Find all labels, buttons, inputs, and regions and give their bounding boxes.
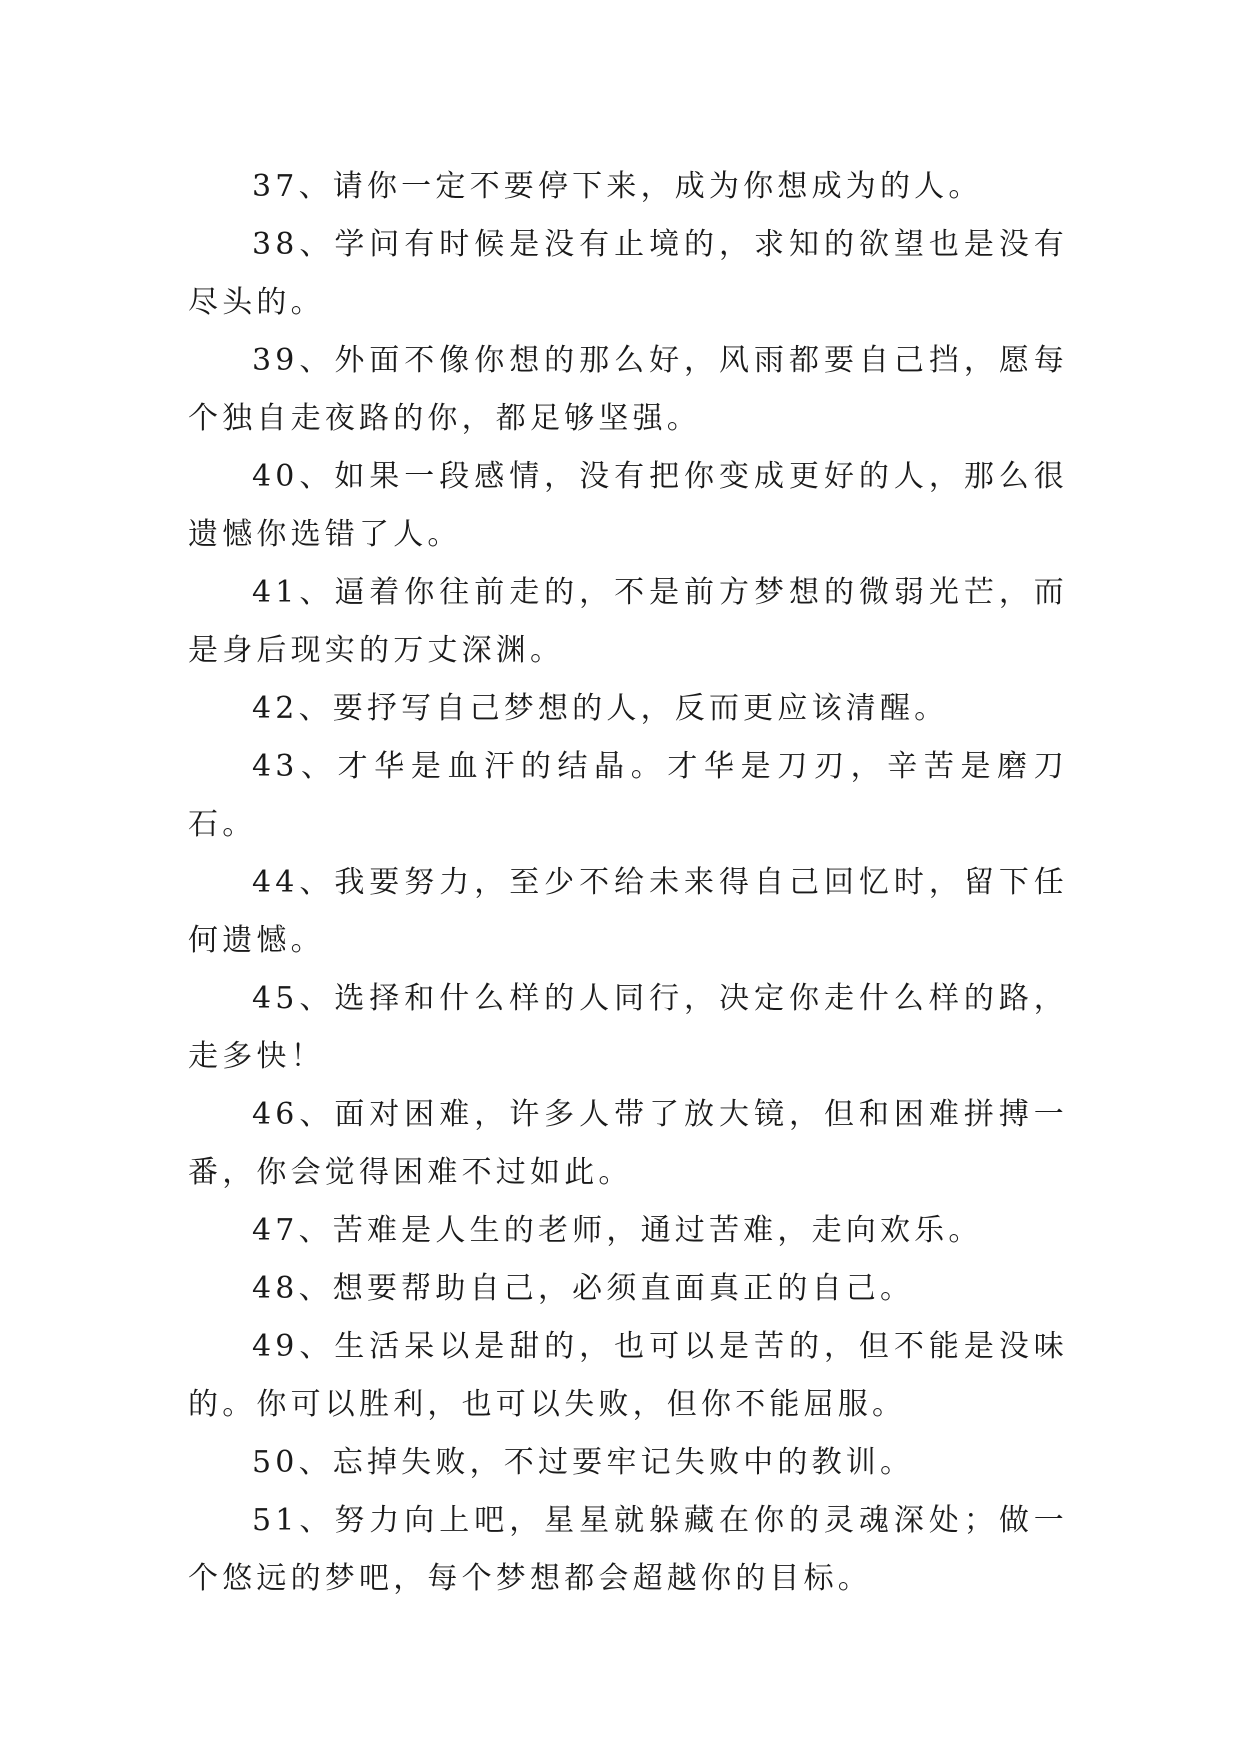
paragraph-46: 46、面对困难，许多人带了放大镜，但和困难拼搏一番，你会觉得困难不过如此。 — [188, 1097, 1068, 1190]
paragraph-39: 39、外面不像你想的那么好，风雨都要自己挡，愿每个独自走夜路的你，都足够坚强。 — [188, 343, 1068, 436]
paragraph-38: 38、学问有时候是没有止境的，求知的欲望也是没有尽头的。 — [188, 227, 1068, 320]
paragraph-37: 37、请你一定不要停下来，成为你想成为的人。 — [252, 169, 983, 204]
paragraph-49: 49、生活呆以是甜的，也可以是苦的，但不能是没味的。你可以胜利，也可以失败，但你不能屈服。 — [188, 1329, 1068, 1422]
paragraph-40: 40、如果一段感情，没有把你变成更好的人，那么很遗憾你选错了人。 — [188, 459, 1068, 552]
paragraph-51: 51、努力向上吧，星星就躲藏在你的灵魂深处；做一个悠远的梦吧，每个梦想都会超越你的目标。 — [188, 1503, 1068, 1596]
paragraph-45: 45、选择和什么样的人同行，决定你走什么样的路，走多快！ — [188, 981, 1068, 1074]
paragraph-43: 43、才华是血汗的结晶。才华是刀刃，辛苦是磨刀石。 — [188, 749, 1068, 842]
document-body — [188, 158, 1068, 1608]
paragraph-48: 48、想要帮助自己，必须直面真正的自己。 — [252, 1271, 915, 1306]
paragraph-47: 47、苦难是人生的老师，通过苦难，走向欢乐。 — [252, 1213, 983, 1248]
paragraph-44: 44、我要努力，至少不给未来得自己回忆时，留下任何遗憾。 — [188, 865, 1068, 958]
paragraph-41: 41、逼着你往前走的，不是前方梦想的微弱光芒，而是身后现实的万丈深渊。 — [188, 575, 1068, 668]
paragraph-50: 50、忘掉失败，不过要牢记失败中的教训。 — [252, 1445, 915, 1480]
paragraph-42: 42、要抒写自己梦想的人，反而更应该清醒。 — [252, 691, 949, 726]
